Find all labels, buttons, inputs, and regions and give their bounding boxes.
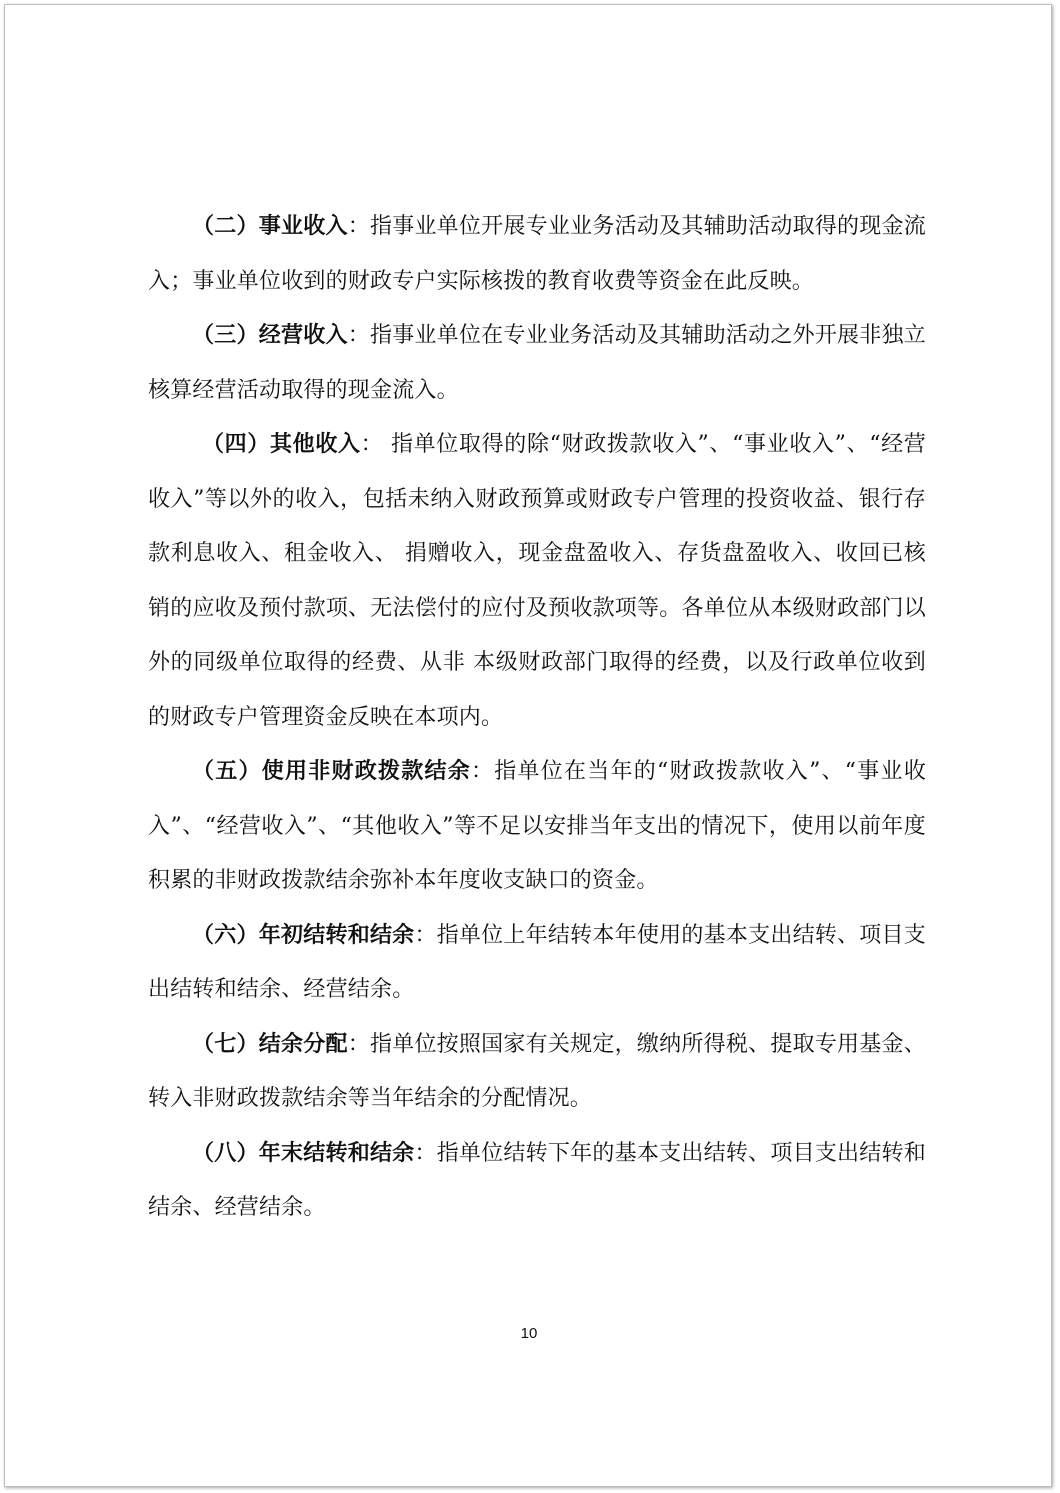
paragraph-non-fiscal-balance-use xyxy=(148,745,926,909)
paragraph-heading: （三）经营收入 xyxy=(192,323,348,348)
paragraph-separator: ： xyxy=(414,1140,437,1166)
paragraph-text: 指单位按照国家有关规定，缴纳所得税、提取专用基金、转入非财政拨款结余等当年结余的分配情况。 xyxy=(148,1031,926,1111)
paragraph-operating-income xyxy=(148,309,926,418)
document-body xyxy=(148,200,926,1236)
paragraph-heading: （五）使用非财政拨款结余 xyxy=(192,759,472,784)
paragraph-separator: ： xyxy=(347,214,370,239)
paragraph-separator: ： xyxy=(471,759,495,784)
paragraph-business-income xyxy=(148,200,926,309)
paragraph-opening-carryover xyxy=(148,909,926,1018)
paragraph-text: 指事业单位在专业业务活动及其辅助活动之外开展非独立核算经营活动取得的现金流入。 xyxy=(148,323,926,403)
paragraph-heading: （六）年初结转和结余 xyxy=(192,922,415,948)
paragraph-heading: （八）年末结转和结余 xyxy=(192,1140,415,1166)
paragraph-heading: （七）结余分配 xyxy=(192,1031,348,1057)
paragraph-separator: ： xyxy=(360,432,391,457)
paragraph-separator: ： xyxy=(414,922,437,948)
paragraph-other-income xyxy=(148,418,926,745)
paragraph-text: 指单位在当年的“财政拨款收入”、“事业收入”、“经营收入”、“其他收入”等不足以安排当年支出的情况下，使用以前年度积累的非财政拨款结余弥补本年度收支缺口的资金。 xyxy=(148,759,927,893)
document-page xyxy=(4,4,1052,1487)
paragraph-separator: ： xyxy=(347,323,370,348)
paragraph-closing-carryover xyxy=(148,1127,926,1236)
paragraph-text: 指单位上年结转本年使用的基本支出结转、项目支出结转和结余、经营结余。 xyxy=(148,922,926,1002)
paragraph-separator: ： xyxy=(347,1031,370,1057)
paragraph-heading: （四）其他收入 xyxy=(202,432,361,457)
paragraph-balance-distribution xyxy=(148,1018,926,1127)
paragraph-text: 指事业单位开展专业业务活动及其辅助活动取得的现金流入；事业单位收到的财政专户实际核拨的教育收费等资金在此反映。 xyxy=(148,214,926,294)
paragraph-text: 指单位取得的除“财政拨款收入”、“事业收入”、“经营收入”等以外的收入，包括未纳入财政预算或财政专户管理的投资收益、银行存款利息收入、租金收入、 捐赠收入，现金盘盈收入、存货盘盈收入、收回已核销的应收及预付款项、无法偿付的应付及预收款项等。各单位从本级财政部门以外的同级单位取得的经费、从非 本级财政部门取得的经费，以及行政单位收到的财政专户管理资金反映在本项内。 xyxy=(148,432,927,730)
paragraph-heading: （二）事业收入 xyxy=(192,214,348,239)
page-number: 10 xyxy=(520,1325,538,1342)
paragraph-text: 指单位结转下年的基本支出结转、项目支出结转和结余、经营结余。 xyxy=(148,1140,926,1220)
